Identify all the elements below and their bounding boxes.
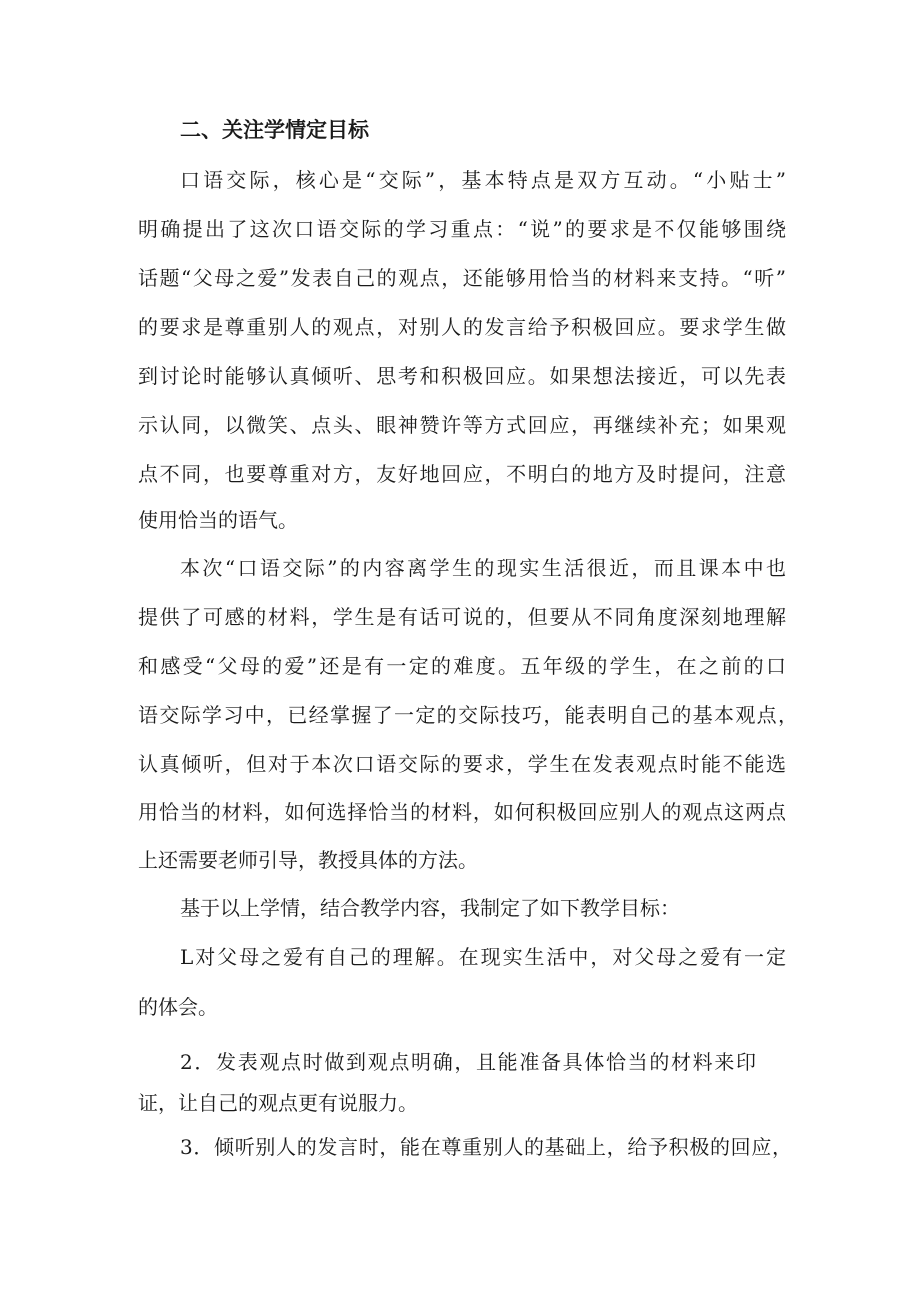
paragraph-2-line-6: 用恰当的材料，如何选择恰当的材料，如何积极回应别人的观点这两点 [138, 800, 786, 824]
goal-1-line-2: 的体会。 [138, 995, 218, 1019]
paragraph-1-line-7: 点不同，也要尊重对方，友好地回应，不明白的地方及时提问，注意 [138, 462, 786, 486]
paragraph-2-line-4: 语交际学习中，已经掌握了一定的交际技巧，能表明自己的基本观点， [138, 703, 798, 727]
goal-1-line-1: L对父母之爱有自己的理解。在现实生活中，对父母之爱有一定 [180, 945, 786, 969]
paragraph-1-line-8: 使用恰当的语气。 [138, 508, 298, 532]
goal-2-line-2: 证，让自己的观点更有说服力。 [138, 1091, 418, 1115]
goal-3-line-1: 3．倾听别人的发言时，能在尊重别人的基础上，给予积极的回应， [180, 1135, 792, 1159]
paragraph-2-line-7: 上还需要老师引导，教授具体的方法。 [138, 848, 478, 872]
paragraph-1-line-5: 到讨论时能够认真倾听、思考和积极回应。如果想法接近，可以先表 [138, 364, 786, 388]
paragraph-2-line-5: 认真倾听，但对于本次口语交际的要求，学生在发表观点时能不能选 [138, 752, 786, 776]
paragraph-1-line-6: 示认同，以微笑、点头、眼神赞许等方式回应，再继续补充；如果观 [138, 413, 786, 437]
goal-2-line-1: 2．发表观点时做到观点明确，且能准备具体恰当的材料来印 [180, 1050, 756, 1074]
paragraph-2-line-3: 和感受“父母的爱”还是有一定的难度。五年级的学生，在之前的口 [138, 654, 786, 678]
paragraph-1-line-3: 话题“父母之爱”发表自己的观点，还能够用恰当的材料来支持。“听” [138, 266, 786, 290]
paragraph-3: 基于以上学情，结合教学内容，我制定了如下教学目标： [180, 896, 680, 920]
paragraph-1-line-1: 口语交际，核心是“交际”，基本特点是双方互动。“小贴士” [180, 168, 786, 192]
paragraph-2-line-2: 提供了可感的材料，学生是有话可说的，但要从不同角度深刻地理解 [138, 605, 786, 629]
section-heading: 二、关注学情定目标 [180, 118, 369, 142]
paragraph-1-line-4: 的要求是尊重别人的观点，对别人的发言给予积极回应。要求学生做 [138, 315, 786, 339]
paragraph-2-line-1: 本次“口语交际”的内容离学生的现实生活很近，而且课本中也 [180, 556, 786, 580]
paragraph-1-line-2: 明确提出了这次口语交际的学习重点：“说”的要求是不仅能够围绕 [138, 217, 786, 241]
